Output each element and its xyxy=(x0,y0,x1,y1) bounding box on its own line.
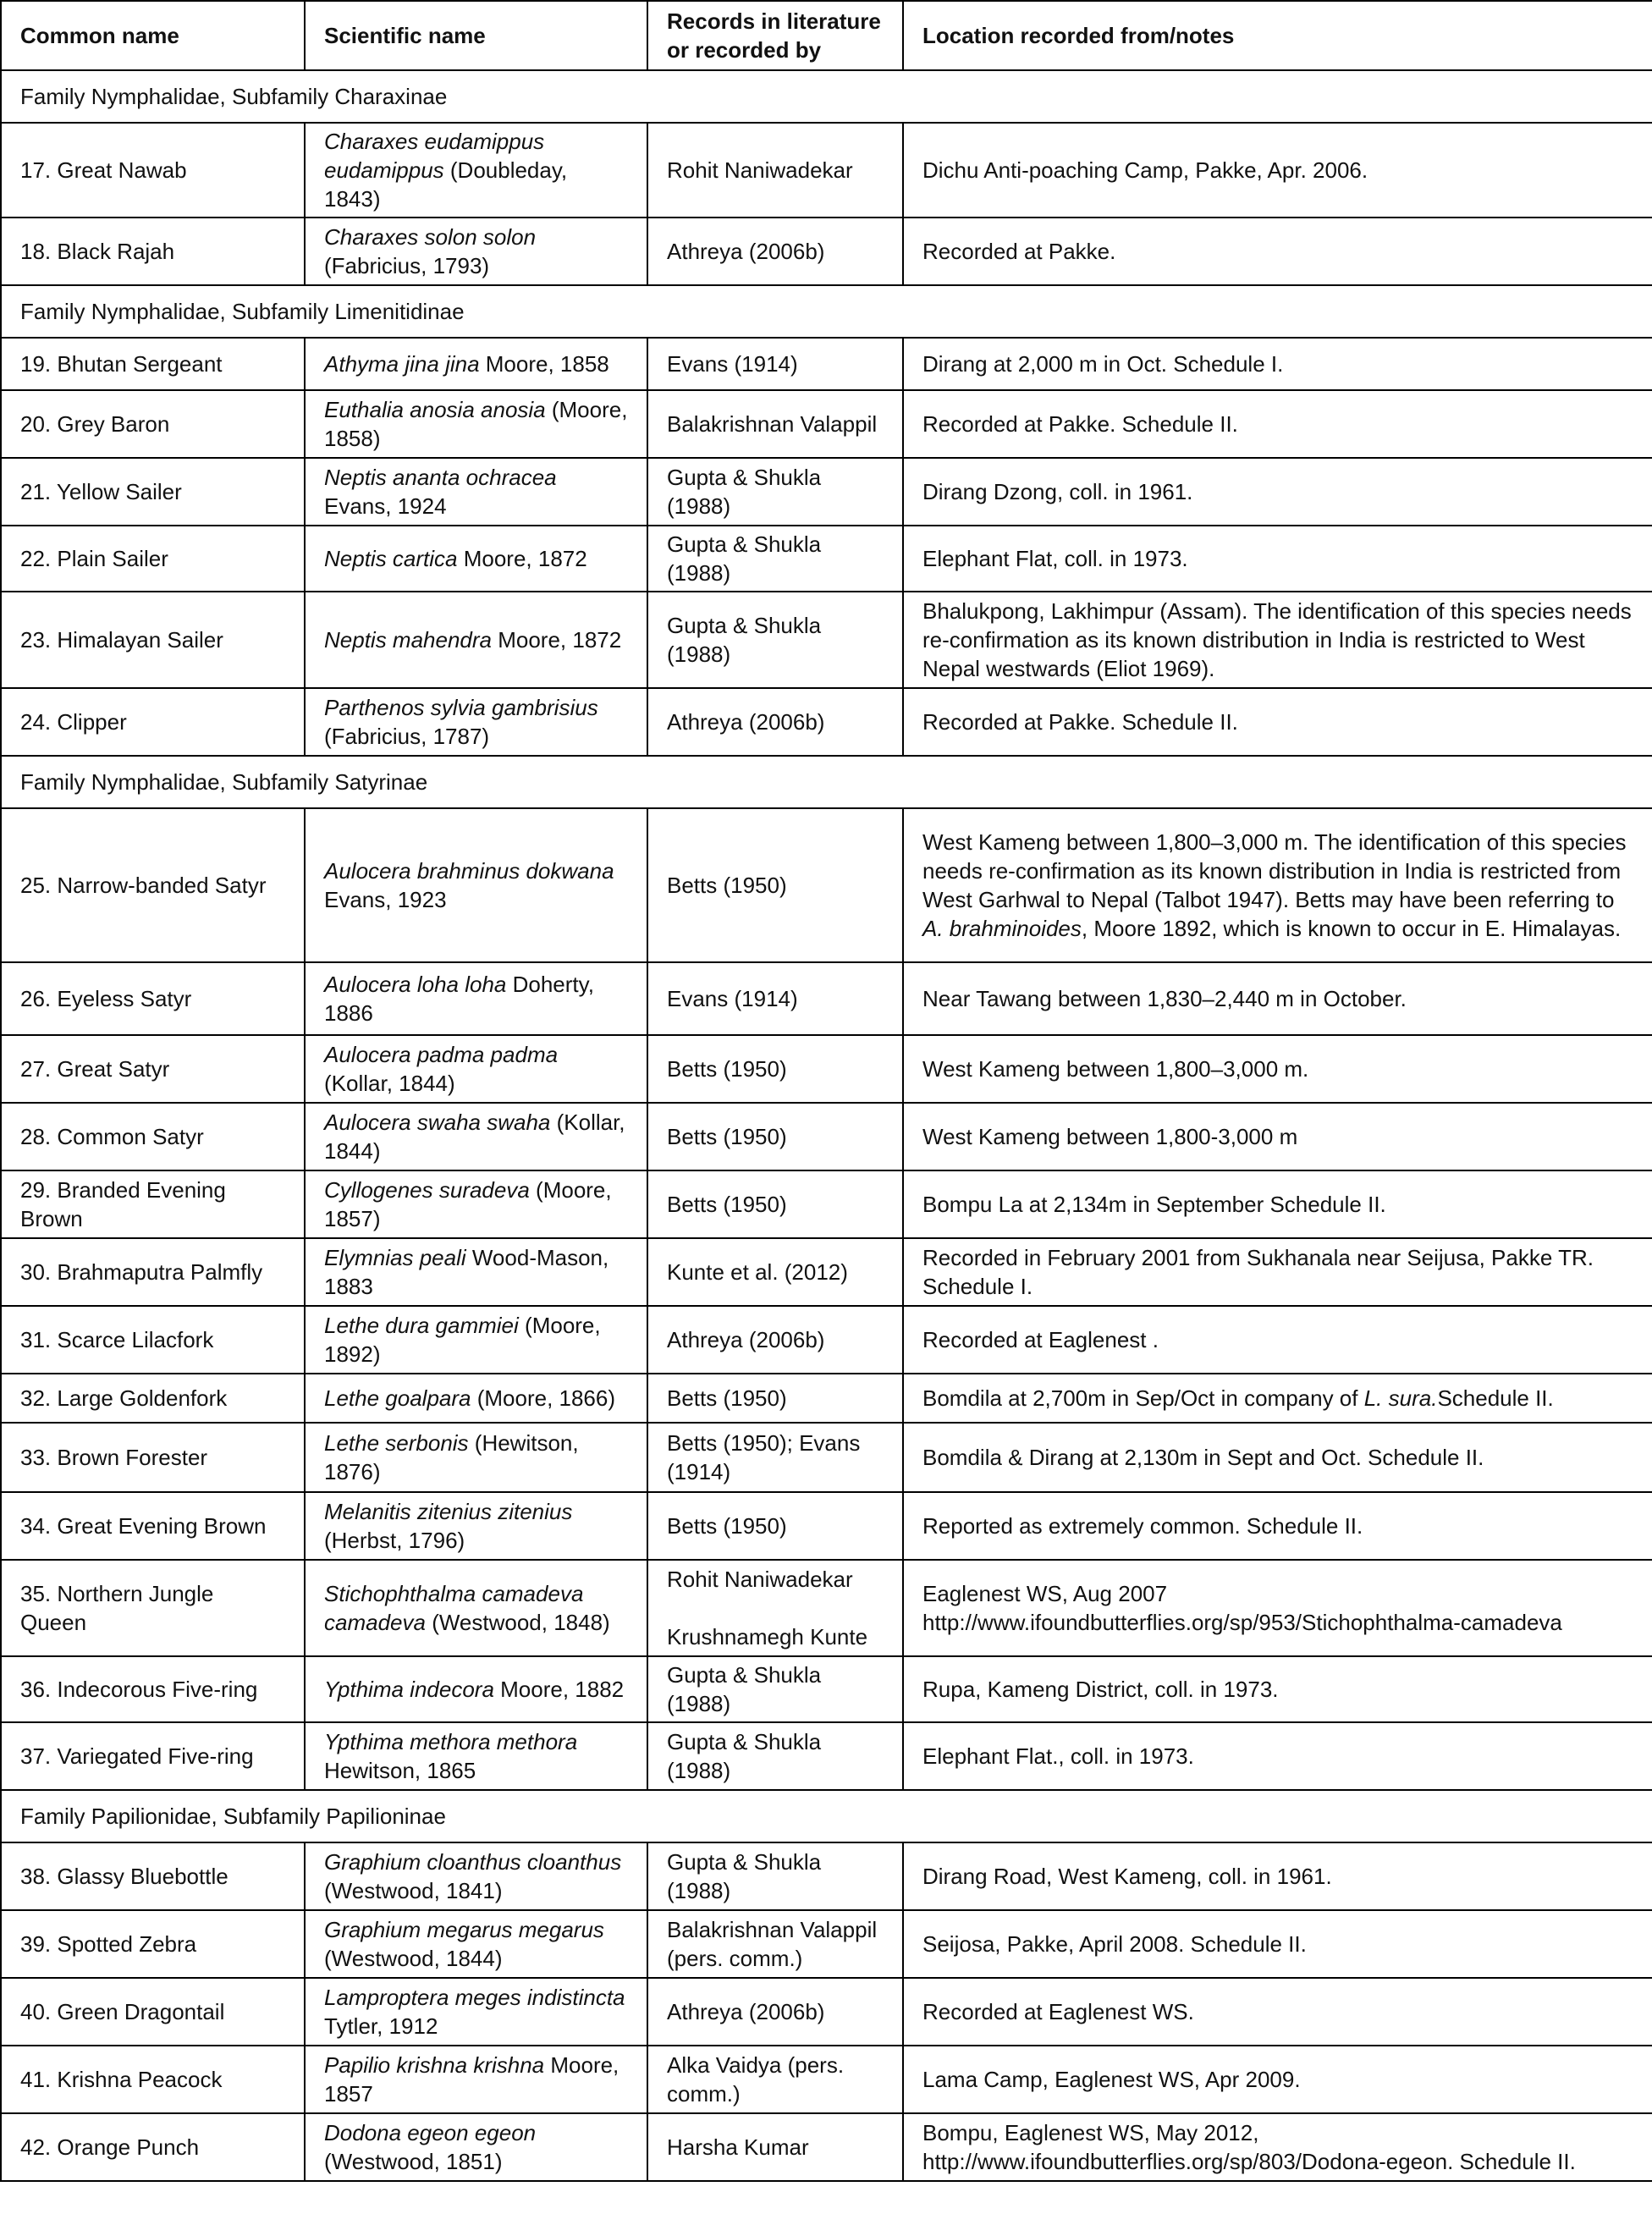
table-row xyxy=(1,1560,1652,1656)
species-author: Hewitson, 1865 xyxy=(324,1758,476,1783)
common-name-cell: 39. Spotted Zebra xyxy=(1,1910,305,1978)
records-cell xyxy=(647,1035,903,1103)
species-author: (Kollar, 1844) xyxy=(324,1071,455,1096)
scientific-name-cell xyxy=(305,2113,647,2181)
record-source: Evans (1914) xyxy=(667,986,798,1011)
record-source: Gupta & Shukla (1988) xyxy=(667,1729,822,1783)
records-cell xyxy=(647,808,903,962)
common-name-cell: 37. Variegated Five-ring xyxy=(1,1722,305,1790)
records-cell xyxy=(647,2046,903,2113)
scientific-name-cell xyxy=(305,1306,647,1374)
scientific-name-cell xyxy=(305,1103,647,1170)
records-cell xyxy=(647,962,903,1035)
italic-species-ref: A. brahminoides xyxy=(922,916,1082,941)
species-name: Stichophthalma camadeva camadeva xyxy=(324,1581,584,1635)
common-name-cell: 23. Himalayan Sailer xyxy=(1,592,305,688)
species-author: (Fabricius, 1787) xyxy=(324,724,490,749)
location-notes-cell: Recorded at Eaglenest WS. xyxy=(903,1978,1652,2046)
species-author: (Westwood, 1841) xyxy=(324,1878,503,1903)
records-cell xyxy=(647,1842,903,1910)
record-source: Evans (1914) xyxy=(667,351,798,377)
scientific-name-cell xyxy=(305,218,647,285)
common-name-cell: 41. Krishna Peacock xyxy=(1,2046,305,2113)
scientific-name-cell xyxy=(305,1656,647,1722)
scientific-name-cell xyxy=(305,1978,647,2046)
species-name: Parthenos sylvia gambrisius xyxy=(324,695,598,720)
species-author: (Moore, 1866) xyxy=(471,1385,616,1411)
location-notes-cell: Dirang Road, West Kameng, coll. in 1961. xyxy=(903,1842,1652,1910)
table-row xyxy=(1,2046,1652,2113)
table-row xyxy=(1,390,1652,458)
records-cell xyxy=(647,1978,903,2046)
common-name-cell: 21. Yellow Sailer xyxy=(1,458,305,526)
common-name-cell: 42. Orange Punch xyxy=(1,2113,305,2181)
header-common-name: Common name xyxy=(1,1,305,70)
scientific-name-cell xyxy=(305,1910,647,1978)
scientific-name-cell xyxy=(305,526,647,592)
record-source: Betts (1950) xyxy=(667,1056,787,1082)
table-body xyxy=(1,70,1652,2181)
scientific-name-cell xyxy=(305,458,647,526)
location-notes-cell xyxy=(903,1560,1652,1656)
record-source: Harsha Kumar xyxy=(667,2134,809,2160)
common-name-cell: 24. Clipper xyxy=(1,688,305,756)
notes-text: , Moore 1892, which is known to occur in E. Himalayas. xyxy=(1081,916,1622,941)
scientific-name-cell xyxy=(305,1170,647,1238)
records-cell xyxy=(647,1103,903,1170)
record-source: Rohit Naniwadekar xyxy=(667,157,853,183)
table-row xyxy=(1,1238,1652,1306)
common-name-cell: 25. Narrow-banded Satyr xyxy=(1,808,305,962)
species-author: Moore, 1857 xyxy=(324,2052,620,2107)
records-cell xyxy=(647,338,903,390)
table-row xyxy=(1,2113,1652,2181)
species-name: Graphium cloanthus cloanthus xyxy=(324,1849,622,1875)
species-author: Moore, 1882 xyxy=(493,1677,625,1702)
species-author: (Moore, 1857) xyxy=(324,1177,612,1231)
scientific-name-cell xyxy=(305,1492,647,1560)
records-cell xyxy=(647,592,903,688)
section-title: Family Nymphalidae, Subfamily Limenitidinae xyxy=(1,285,1652,338)
species-author: (Westwood, 1844) xyxy=(324,1946,503,1971)
location-notes-cell: Elephant Flat, coll. in 1973. xyxy=(903,526,1652,592)
location-notes-cell: West Kameng between 1,800-3,000 m xyxy=(903,1103,1652,1170)
common-name-cell: 20. Grey Baron xyxy=(1,390,305,458)
common-name-cell: 32. Large Goldenfork xyxy=(1,1374,305,1423)
scientific-name-cell xyxy=(305,962,647,1035)
species-name: Charaxes solon solon xyxy=(324,224,537,250)
section-row xyxy=(1,1790,1652,1842)
records-cell xyxy=(647,1492,903,1560)
records-cell xyxy=(647,1423,903,1492)
notes-text: West Kameng between 1,800–3,000 m. The identification of this species needs re-confirmation as its known distribution in India is restricted from West Garhwal to Nepal (Talbot 1947). Betts may have been referring to xyxy=(922,829,1627,912)
records-cell xyxy=(647,1306,903,1374)
location-notes-cell: Near Tawang between 1,830–2,440 m in October. xyxy=(903,962,1652,1035)
records-cell xyxy=(647,526,903,592)
scientific-name-cell xyxy=(305,1560,647,1656)
location-notes-cell: Seijosa, Pakke, April 2008. Schedule II. xyxy=(903,1910,1652,1978)
species-author: (Kollar, 1844) xyxy=(324,1110,625,1164)
species-author: Moore, 1872 xyxy=(492,627,622,653)
header-records: Records in literature or recorded by xyxy=(647,1,903,70)
common-name-cell: 40. Green Dragontail xyxy=(1,1978,305,2046)
common-name-cell: 27. Great Satyr xyxy=(1,1035,305,1103)
table-row xyxy=(1,458,1652,526)
record-source: Krushnamegh Kunte xyxy=(667,1624,868,1649)
record-source: Kunte et al. (2012) xyxy=(667,1259,848,1285)
species-author: Moore, 1858 xyxy=(479,351,609,377)
notes-text: Schedule II. xyxy=(1437,1385,1554,1411)
table-row xyxy=(1,1423,1652,1492)
section-title: Family Papilionidae, Subfamily Papilioninae xyxy=(1,1790,1652,1842)
location-notes-cell: Recorded at Pakke. Schedule II. xyxy=(903,688,1652,756)
species-author: (Doubleday, 1843) xyxy=(324,157,568,212)
record-source: Betts (1950); Evans (1914) xyxy=(667,1430,861,1484)
species-name: Neptis ananta ochracea xyxy=(324,465,557,490)
species-author: Evans, 1923 xyxy=(324,887,447,912)
species-name: Euthalia anosia anosia xyxy=(324,397,546,422)
scientific-name-cell xyxy=(305,1035,647,1103)
common-name-cell: 33. Brown Forester xyxy=(1,1423,305,1492)
record-source: Gupta & Shukla (1988) xyxy=(667,465,822,519)
species-author: Evans, 1924 xyxy=(324,493,447,519)
scientific-name-cell xyxy=(305,1423,647,1492)
section-row xyxy=(1,285,1652,338)
species-author: (Moore, 1858) xyxy=(324,397,628,451)
species-author: (Hewitson, 1876) xyxy=(324,1430,579,1484)
common-name-cell: 17. Great Nawab xyxy=(1,123,305,218)
record-source: Gupta & Shukla (1988) xyxy=(667,1662,822,1716)
table-row xyxy=(1,123,1652,218)
records-cell xyxy=(647,688,903,756)
table-row xyxy=(1,1910,1652,1978)
species-name: Melanitis zitenius zitenius xyxy=(324,1499,573,1524)
scientific-name-cell xyxy=(305,688,647,756)
species-author: Doherty, 1886 xyxy=(324,972,594,1026)
records-cell xyxy=(647,123,903,218)
records-cell xyxy=(647,1374,903,1423)
common-name-cell: 36. Indecorous Five-ring xyxy=(1,1656,305,1722)
species-name: Graphium megarus megarus xyxy=(324,1917,604,1942)
notes-line: Eaglenest WS, Aug 2007 xyxy=(922,1581,1168,1606)
location-notes-cell: Bomdila & Dirang at 2,130m in Sept and Oct. Schedule II. xyxy=(903,1423,1652,1492)
location-notes-cell: Bompu, Eaglenest WS, May 2012, http://www.ifoundbutterflies.org/sp/803/Dodona-egeon. Schedule II. xyxy=(903,2113,1652,2181)
species-name: Lethe dura gammiei xyxy=(324,1313,519,1338)
species-author: (Herbst, 1796) xyxy=(324,1528,465,1553)
species-name: Neptis mahendra xyxy=(324,627,492,653)
common-name-cell: 31. Scarce Lilacfork xyxy=(1,1306,305,1374)
species-author: (Westwood, 1848) xyxy=(425,1610,610,1635)
table-row xyxy=(1,962,1652,1035)
scientific-name-cell xyxy=(305,338,647,390)
species-name: Ypthima methora methora xyxy=(324,1729,578,1754)
records-cell xyxy=(647,1910,903,1978)
table-row xyxy=(1,808,1652,962)
header-row xyxy=(1,1,1652,70)
scientific-name-cell xyxy=(305,1842,647,1910)
table-row xyxy=(1,1722,1652,1790)
location-notes-cell: Dichu Anti-poaching Camp, Pakke, Apr. 2006. xyxy=(903,123,1652,218)
location-notes-cell: Dirang at 2,000 m in Oct. Schedule I. xyxy=(903,338,1652,390)
common-name-cell: 18. Black Rajah xyxy=(1,218,305,285)
common-name-cell: 38. Glassy Bluebottle xyxy=(1,1842,305,1910)
location-notes-cell: Recorded at Eaglenest . xyxy=(903,1306,1652,1374)
notes-line: http://www.ifoundbutterflies.org/sp/953/Stichophthalma-camadeva xyxy=(922,1610,1562,1635)
common-name-cell: 28. Common Satyr xyxy=(1,1103,305,1170)
record-source: Betts (1950) xyxy=(667,1192,787,1217)
scientific-name-cell xyxy=(305,390,647,458)
location-notes-cell: West Kameng between 1,800–3,000 m. xyxy=(903,1035,1652,1103)
location-notes-cell: Lama Camp, Eaglenest WS, Apr 2009. xyxy=(903,2046,1652,2113)
record-source: Betts (1950) xyxy=(667,1513,787,1539)
species-author: Tytler, 1912 xyxy=(324,2013,438,2039)
record-source: Gupta & Shukla (1988) xyxy=(667,613,822,667)
species-name: Neptis cartica xyxy=(324,546,458,571)
header-scientific-name: Scientific name xyxy=(305,1,647,70)
common-name-cell: 29. Branded Evening Brown xyxy=(1,1170,305,1238)
species-name: Dodona egeon egeon xyxy=(324,2120,537,2145)
location-notes-cell xyxy=(903,1374,1652,1423)
species-name: Aulocera brahminus dokwana xyxy=(324,858,614,884)
records-cell xyxy=(647,1722,903,1790)
table-row xyxy=(1,1306,1652,1374)
table-row xyxy=(1,1842,1652,1910)
species-author: Wood-Mason, 1883 xyxy=(324,1245,609,1299)
record-source: Athreya (2006b) xyxy=(667,709,825,735)
records-cell xyxy=(647,2113,903,2181)
records-cell xyxy=(647,390,903,458)
scientific-name-cell xyxy=(305,808,647,962)
location-notes-cell xyxy=(903,808,1652,962)
table-row xyxy=(1,1103,1652,1170)
record-source: Rohit Naniwadekar xyxy=(667,1567,853,1592)
species-author: (Fabricius, 1793) xyxy=(324,253,490,278)
species-name: Aulocera loha loha xyxy=(324,972,507,997)
common-name-cell: 30. Brahmaputra Palmfly xyxy=(1,1238,305,1306)
table-row xyxy=(1,1656,1652,1722)
location-notes-cell: Bhalukpong, Lakhimpur (Assam). The identification of this species needs re-confirmation as its known distribution in India is restricted to West Nepal westwards (Eliot 1969). xyxy=(903,592,1652,688)
section-title: Family Nymphalidae, Subfamily Satyrinae xyxy=(1,756,1652,808)
scientific-name-cell xyxy=(305,123,647,218)
italic-species-ref: L. sura. xyxy=(1363,1385,1438,1411)
location-notes-cell: Dirang Dzong, coll. in 1961. xyxy=(903,458,1652,526)
table-row xyxy=(1,218,1652,285)
species-name: Ypthima indecora xyxy=(324,1677,494,1702)
section-title: Family Nymphalidae, Subfamily Charaxinae xyxy=(1,70,1652,123)
table-row xyxy=(1,1170,1652,1238)
section-row xyxy=(1,756,1652,808)
species-name: Papilio krishna krishna xyxy=(324,2052,545,2078)
common-name-cell: 19. Bhutan Sergeant xyxy=(1,338,305,390)
table-row xyxy=(1,1035,1652,1103)
species-name: Aulocera swaha swaha xyxy=(324,1110,551,1135)
record-source: Gupta & Shukla (1988) xyxy=(667,1849,822,1903)
location-notes-cell: Recorded at Pakke. xyxy=(903,218,1652,285)
record-source: Athreya (2006b) xyxy=(667,239,825,264)
section-row xyxy=(1,70,1652,123)
record-source: Betts (1950) xyxy=(667,873,787,898)
table-row xyxy=(1,1978,1652,2046)
common-name-cell: 35. Northern Jungle Queen xyxy=(1,1560,305,1656)
scientific-name-cell xyxy=(305,1238,647,1306)
species-name: Lethe serbonis xyxy=(324,1430,469,1456)
record-source: Betts (1950) xyxy=(667,1124,787,1149)
record-source: Betts (1950) xyxy=(667,1385,787,1411)
species-author: (Westwood, 1851) xyxy=(324,2149,503,2174)
scientific-name-cell xyxy=(305,2046,647,2113)
record-source: Athreya (2006b) xyxy=(667,1327,825,1352)
table-row xyxy=(1,592,1652,688)
record-source: Balakrishnan Valappil xyxy=(667,411,878,437)
table-row xyxy=(1,1492,1652,1560)
species-name: Cyllogenes suradeva xyxy=(324,1177,530,1203)
species-name: Athyma jina jina xyxy=(324,351,480,377)
table-row xyxy=(1,688,1652,756)
records-cell xyxy=(647,1238,903,1306)
header-location: Location recorded from/notes xyxy=(903,1,1652,70)
records-cell xyxy=(647,1170,903,1238)
records-cell xyxy=(647,1560,903,1656)
location-notes-cell: Reported as extremely common. Schedule II. xyxy=(903,1492,1652,1560)
table-row xyxy=(1,338,1652,390)
record-source: Alka Vaidya (pers. comm.) xyxy=(667,2052,845,2107)
location-notes-cell: Bompu La at 2,134m in September Schedule II. xyxy=(903,1170,1652,1238)
location-notes-cell: Rupa, Kameng District, coll. in 1973. xyxy=(903,1656,1652,1722)
scientific-name-cell xyxy=(305,1374,647,1423)
species-name: Lamproptera meges indistincta xyxy=(324,1985,625,2010)
species-author: Moore, 1872 xyxy=(457,546,587,571)
common-name-cell: 22. Plain Sailer xyxy=(1,526,305,592)
species-name: Aulocera padma padma xyxy=(324,1042,559,1067)
records-cell xyxy=(647,458,903,526)
record-source: Gupta & Shukla (1988) xyxy=(667,531,822,586)
location-notes-cell: Recorded in February 2001 from Sukhanala near Seijusa, Pakke TR. Schedule I. xyxy=(903,1238,1652,1306)
scientific-name-cell xyxy=(305,592,647,688)
common-name-cell: 34. Great Evening Brown xyxy=(1,1492,305,1560)
table-row xyxy=(1,526,1652,592)
species-name: Elymnias peali xyxy=(324,1245,466,1270)
record-source: Athreya (2006b) xyxy=(667,1999,825,2024)
table-row xyxy=(1,1374,1652,1423)
notes-text: Bomdila at 2,700m in Sep/Oct in company of xyxy=(922,1385,1364,1411)
records-cell xyxy=(647,1656,903,1722)
species-name: Lethe goalpara xyxy=(324,1385,471,1411)
species-name: Charaxes eudamippus eudamippus xyxy=(324,129,545,183)
location-notes-cell: Elephant Flat., coll. in 1973. xyxy=(903,1722,1652,1790)
species-author: (Moore, 1892) xyxy=(324,1313,601,1367)
line-gap xyxy=(667,1594,884,1622)
records-cell xyxy=(647,218,903,285)
scientific-name-cell xyxy=(305,1722,647,1790)
record-source: Balakrishnan Valappil (pers. comm.) xyxy=(667,1917,878,1971)
common-name-cell: 26. Eyeless Satyr xyxy=(1,962,305,1035)
location-notes-cell: Recorded at Pakke. Schedule II. xyxy=(903,390,1652,458)
